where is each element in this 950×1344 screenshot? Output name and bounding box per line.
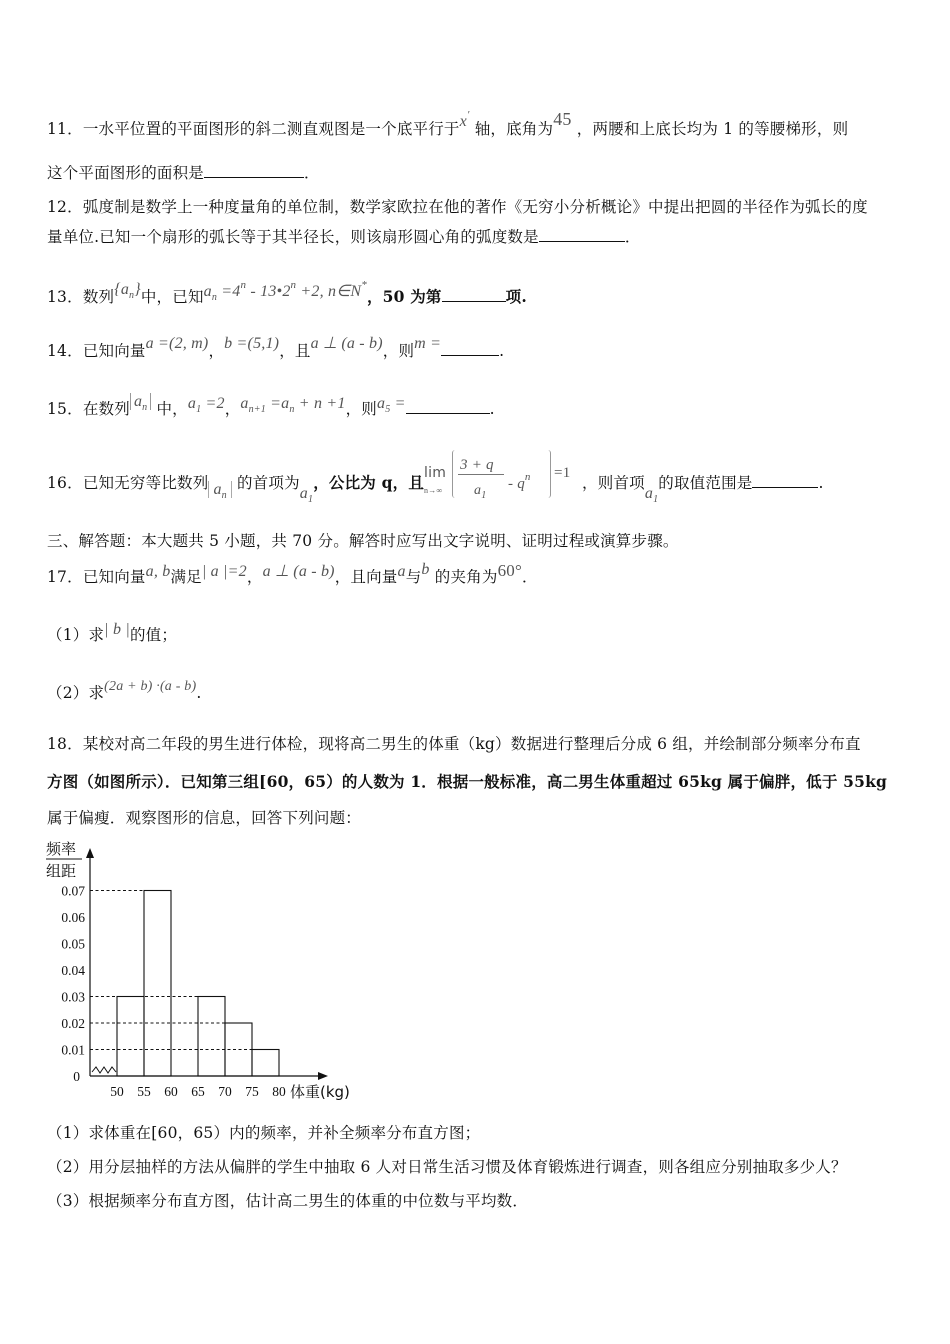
math-sequence: $a_n$	[130, 393, 151, 410]
answer-blank[interactable]	[406, 395, 490, 414]
question-14: 14．已知向量a =(2, m)，b =(5,1)，且a ⊥ (a - b)，则m = .	[47, 335, 505, 360]
x-tick-label: 50	[110, 1084, 124, 1099]
y-tick-label: 0.05	[61, 936, 85, 952]
question-18-part-1: （1）求体重在[60，65）内的频率，并补全频率分布直方图；	[47, 1124, 481, 1142]
math-sequence: $\{a_n\}$	[114, 281, 141, 301]
question-text: ，两腰和上底长均为 1 的等腰梯形，则	[576, 120, 849, 138]
question-number: 16．	[47, 474, 83, 492]
origin-label: 0	[73, 1069, 80, 1084]
x-axis-arrow	[318, 1072, 328, 1080]
x-tick-label: 80	[272, 1084, 286, 1099]
answer-blank[interactable]	[441, 337, 499, 356]
math-perpendicular: a ⊥ (a - b)	[310, 335, 383, 352]
question-15: 15．在数列 $a_n$ 中，$a_1 =2$，$a_{n+1} =a_n + n +1$，则$a_5$ = .	[47, 393, 495, 418]
question-18-part-2: （2）用分层抽样的方法从偏胖的学生中抽取 6 人对日常生活习惯及体育锻炼进行调查，则各组应分别抽取多少人？	[47, 1158, 847, 1176]
math-sequence: $a_n$	[208, 481, 231, 498]
x-tick-label: 60	[164, 1084, 178, 1099]
y-axis-arrow	[86, 848, 94, 858]
question-number: 13．	[47, 288, 83, 306]
y-tick-label: 0.07	[61, 883, 85, 899]
math-dot-product: (2a + b) ·(a - b)	[104, 679, 197, 694]
math-recurrence: $a_{n+1} =a_n + n +1$	[240, 395, 346, 415]
math-vector-b: b =(5,1)	[224, 335, 280, 352]
math-vector-a: a =(2, m)	[145, 335, 209, 352]
math-m: m =	[414, 335, 442, 352]
question-18	[47, 726, 909, 837]
math-a5: $a_5$ =	[376, 395, 406, 415]
section-heading: 三、解答题：本大题共 5 小题，共 70 分。解答时应写出文字说明、证明过程或演算步骤。	[47, 532, 679, 550]
question-17-part-2: （2）求(2a + b) ·(a - b).	[47, 679, 202, 702]
math-a1: $a_1 =2$	[187, 395, 225, 415]
x-tick-label: 70	[218, 1084, 232, 1099]
math-angle: 60°	[497, 561, 522, 580]
x-tick-label: 65	[191, 1084, 205, 1099]
y-tick-label: 0.06	[61, 910, 85, 925]
math-ab: a, b	[145, 563, 171, 580]
question-number: 14．	[47, 342, 83, 360]
question-18-part-3: （3）根据频率分布直方图，估计高二男生的体重的中位数与平均数．	[47, 1192, 529, 1210]
question-17: 17．已知向量a, b满足| a |=2，a ⊥ (a - b)，且向量a与b 的夹角为60°．	[47, 561, 538, 586]
question-11-line2: 这个平面图形的面积是 ．	[47, 158, 909, 188]
question-number: 15．	[47, 400, 83, 418]
math-norm-b: | b |	[104, 621, 130, 638]
math-formula: $a_n =4^n$ - $13•2^n +2$, n∈N*	[203, 279, 367, 303]
question-text: 轴，底角为	[474, 120, 554, 138]
question-text: 这个平面图形的面积是	[47, 164, 205, 182]
question-text: 属于偏瘦．观察图形的信息，回答下列问题：	[47, 809, 362, 827]
y-tick-label: 0.01	[61, 1042, 85, 1058]
histogram-bar	[117, 997, 144, 1077]
math-perpendicular: a ⊥ (a - b)	[262, 563, 335, 580]
histogram-bar	[198, 997, 225, 1077]
frequency-histogram	[40, 838, 370, 1108]
y-tick-label: 0.02	[61, 1016, 85, 1031]
question-number: 17．	[47, 568, 83, 586]
question-number: 12．	[47, 198, 83, 216]
histogram-bar	[252, 1050, 279, 1077]
y-axis-title-top: 频率	[46, 840, 77, 858]
y-axis-title-bottom: 组距	[46, 862, 77, 880]
answer-blank[interactable]	[204, 159, 304, 178]
question-16: 16．已知无穷等比数列 $a_n$ 的首项为$a_1$，公比为 q，且 lim n→∞ 3 + q $a_1$ - $q^n$ =1 ，则首项$a_1$的取值范围是 .	[47, 466, 909, 505]
histogram-bar	[144, 891, 171, 1077]
x-tick-label: 75	[245, 1084, 259, 1099]
question-number: 18．	[47, 735, 83, 753]
answer-blank[interactable]	[442, 283, 506, 302]
math-x-axis: x′	[459, 109, 470, 130]
axis-break	[92, 1067, 116, 1073]
y-tick-label: 0.04	[61, 963, 85, 978]
question-text: 量单位.已知一个扇形的弧长等于其半径长，则该扇形圆心角的弧度数是	[47, 228, 539, 246]
question-13: 13．数列$\{a_n\}$中，已知$a_n =4^n$ - $13•2^n +2$, n∈N*，50 为第 项.	[47, 279, 527, 306]
math-a1: $a_1$	[644, 485, 659, 505]
question-text: 一水平位置的平面图形的斜二测直观图是一个底平行于	[82, 120, 460, 138]
y-tick-label: 0.03	[61, 989, 85, 1005]
question-12: 12．弧度制是数学上一种度量角的单位制，数学家欧拉在他的著作《无穷小分析概论》中提出把圆的半径作为弧长的度 量单位.已知一个扇形的弧长等于其半径长，则该扇形圆心角的弧度数是 ．	[47, 198, 868, 246]
math-angle: 45	[553, 109, 572, 129]
question-text: 某校对高二年段的男生进行体检，现将高二男生的体重（kg）数据进行整理后分成 6 组，并绘制部分频率分布直	[82, 735, 861, 753]
question-text: 方图（如图所示）．已知第三组[60，65）的人数为 1．根据一般标准，高二男生体重超过 65kg 属于偏胖，低于 55kg	[47, 772, 888, 791]
answer-blank[interactable]	[752, 469, 818, 488]
answer-blank[interactable]	[539, 223, 625, 242]
math-norm-a: | a |=2	[201, 563, 247, 580]
question-11	[47, 108, 909, 145]
x-tick-label: 55	[137, 1084, 151, 1099]
question-number: 11．	[47, 120, 83, 138]
math-limit: lim n→∞ 3 + q $a_1$ - $q^n$ =1	[424, 464, 574, 500]
math-a1: $a_1$	[299, 485, 314, 505]
question-17-part-1: （1）求| b |的值；	[47, 621, 178, 644]
question-text: 弧度制是数学上一种度量角的单位制，数学家欧拉在他的著作《无穷小分析概论》中提出把圆的半径作为弧长的度	[82, 198, 868, 216]
x-axis-title: 体重(kg)	[290, 1083, 350, 1101]
